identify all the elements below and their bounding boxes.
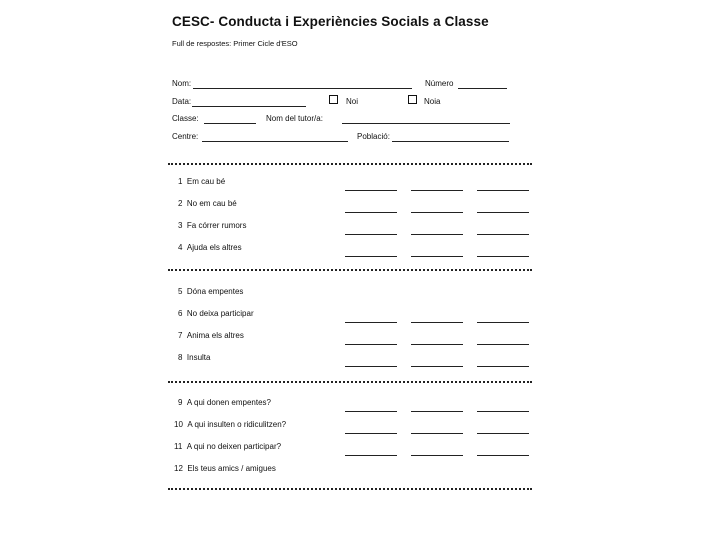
answer-blank[interactable] <box>477 411 529 412</box>
date-field[interactable] <box>192 106 306 107</box>
class-label: Classe: <box>172 114 199 123</box>
number-label: Número <box>425 79 454 88</box>
question-item: 4 Ajuda els altres <box>178 243 242 252</box>
girl-label: Noia <box>424 97 441 106</box>
question-item: 1 Em cau bé <box>178 177 226 186</box>
question-item: 3 Fa córrer rumors <box>178 221 247 230</box>
answer-blank[interactable] <box>477 455 529 456</box>
answer-blank[interactable] <box>477 234 529 235</box>
answer-blank[interactable] <box>411 322 463 323</box>
town-field[interactable] <box>392 141 509 142</box>
class-field[interactable] <box>204 123 256 124</box>
question-item: 5 Dóna empentes <box>178 287 244 296</box>
question-item: 12 Els teus amics / amigues <box>174 464 276 473</box>
question-item: 10 A qui insulten o ridiculitzen? <box>174 420 287 429</box>
answer-blank[interactable] <box>345 411 397 412</box>
name-field[interactable] <box>193 88 412 89</box>
girl-checkbox[interactable] <box>408 95 417 104</box>
page-subtitle: Full de respostes: Primer Cicle d'ESO <box>172 39 298 48</box>
answer-blank[interactable] <box>411 344 463 345</box>
answer-blank[interactable] <box>345 256 397 257</box>
answer-blank[interactable] <box>477 256 529 257</box>
question-item: 2 No em cau bé <box>178 199 237 208</box>
question-item: 11 A qui no deixen participar? <box>174 442 282 451</box>
answer-blank[interactable] <box>345 234 397 235</box>
answer-blank[interactable] <box>477 322 529 323</box>
school-field[interactable] <box>202 141 348 142</box>
name-label: Nom: <box>172 79 192 88</box>
answer-blank[interactable] <box>411 455 463 456</box>
section-separator <box>168 381 532 383</box>
answer-blank[interactable] <box>345 212 397 213</box>
answer-blank[interactable] <box>345 433 397 434</box>
answer-blank[interactable] <box>411 256 463 257</box>
question-item: 7 Anima els altres <box>178 331 244 340</box>
boy-checkbox[interactable] <box>329 95 338 104</box>
answer-blank[interactable] <box>411 190 463 191</box>
answer-blank[interactable] <box>411 411 463 412</box>
answer-blank[interactable] <box>411 366 463 367</box>
boy-label: Noi <box>346 97 359 106</box>
question-item: 6 No deixa participar <box>178 309 254 318</box>
page-title: CESC- Conducta i Experiències Socials a Classe <box>172 14 489 29</box>
answer-blank[interactable] <box>477 190 529 191</box>
answer-blank[interactable] <box>411 234 463 235</box>
question-item: 8 Insulta <box>178 353 211 362</box>
answer-blank[interactable] <box>345 455 397 456</box>
tutor-label: Nom del tutor/a: <box>266 114 323 123</box>
answer-blank[interactable] <box>477 366 529 367</box>
tutor-field[interactable] <box>342 123 510 124</box>
school-label: Centre: <box>172 132 199 141</box>
number-field[interactable] <box>458 88 507 89</box>
answer-blank[interactable] <box>411 433 463 434</box>
town-label: Població: <box>357 132 390 141</box>
answer-blank[interactable] <box>477 344 529 345</box>
answer-blank[interactable] <box>345 366 397 367</box>
answer-blank[interactable] <box>477 212 529 213</box>
date-label: Data: <box>172 97 192 106</box>
answer-blank[interactable] <box>345 322 397 323</box>
answer-blank[interactable] <box>411 212 463 213</box>
section-separator <box>168 269 532 271</box>
section-separator <box>168 488 532 490</box>
answer-blank[interactable] <box>345 190 397 191</box>
section-separator <box>168 163 532 165</box>
answer-blank[interactable] <box>345 344 397 345</box>
answer-blank[interactable] <box>477 433 529 434</box>
question-item: 9 A qui donen empentes? <box>178 398 271 407</box>
